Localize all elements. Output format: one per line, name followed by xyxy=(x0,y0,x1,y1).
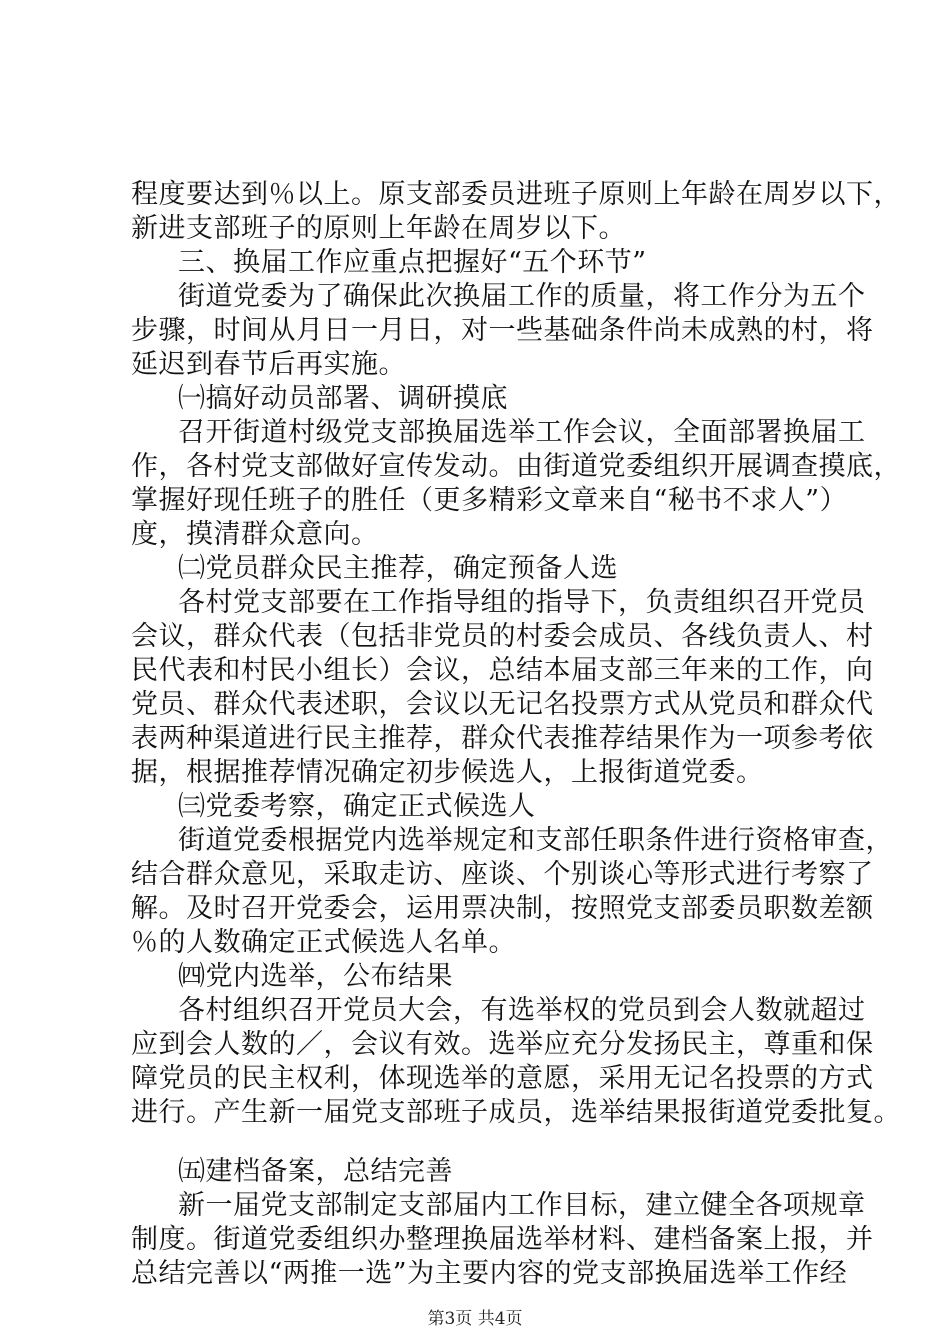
text-line: 进行。产生新一届党支部班子成员，选举结果报街道党委批复。 xyxy=(131,1097,901,1128)
text-line: 街道党委根据党内选举规定和支部任职条件进行资格审查， xyxy=(178,825,893,856)
text-line: 新一届党支部制定支部届内工作目标，建立健全各项规章 xyxy=(178,1190,866,1221)
page-footer: 第3页 共4页 xyxy=(427,1309,523,1329)
text-line: 掌握好现任班子的胜任（更多精彩文章来自“秘书不求人”） xyxy=(131,485,848,516)
section-heading: 三、换届工作应重点把握好“五个环节” xyxy=(178,247,647,278)
subsection-heading: ㈣党内选举，公布结果 xyxy=(178,961,453,992)
text-line: 表两种渠道进行民主推荐，群众代表推荐结果作为一项参考依 xyxy=(131,723,874,754)
text-line: 度，摸清群众意向。 xyxy=(131,519,379,550)
text-line: ％的人数确定正式候选人名单。 xyxy=(131,927,516,958)
subsection-heading: ㈡党员群众民主推荐，确定预备人选 xyxy=(178,553,618,584)
subsection-heading: ㈤建档备案，总结完善 xyxy=(178,1156,453,1187)
text-line: 总结完善以“两推一选”为主要内容的党支部换届选举工作经 xyxy=(131,1258,848,1289)
text-line: 作，各村党支部做好宣传发动。由街道党委组织开展调查摸底， xyxy=(131,451,901,482)
text-line: 召开街道村级党支部换届选举工作会议，全面部署换届工 xyxy=(178,417,866,448)
text-line: 据，根据推荐情况确定初步候选人，上报街道党委。 xyxy=(131,757,764,788)
text-line: 制度。街道党委组织办整理换届选举材料、建档备案上报，并 xyxy=(131,1224,874,1255)
text-line: 步骤，时间从月日一月日，对一些基础条件尚未成熟的村，将 xyxy=(131,315,874,346)
subsection-heading: ㈢党委考察，确定正式候选人 xyxy=(178,791,536,822)
text-line: 民代表和村民小组长）会议，总结本届支部三年来的工作，向 xyxy=(131,655,874,686)
subsection-heading: ㈠搞好动员部署、调研摸底 xyxy=(178,383,508,414)
text-line: 党员、群众代表述职，会议以无记名投票方式从党员和群众代 xyxy=(131,689,874,720)
text-line: 解。及时召开党委会，运用票决制，按照党支部委员职数差额 xyxy=(131,893,874,924)
text-line: 障党员的民主权利，体现选举的意愿，采用无记名投票的方式 xyxy=(131,1063,874,1094)
text-line: 结合群众意见，采取走访、座谈、个别谈心等形式进行考察了 xyxy=(131,859,874,890)
text-line: 延迟到春节后再实施。 xyxy=(131,349,406,380)
text-line: 街道党委为了确保此次换届工作的质量，将工作分为五个 xyxy=(178,281,866,312)
text-line: 新进支部班子的原则上年龄在周岁以下。 xyxy=(131,213,626,244)
text-line: 程度要达到％以上。原支部委员进班子原则上年龄在周岁以下， xyxy=(131,179,901,210)
text-line: 应到会人数的／，会议有效。选举应充分发扬民主，尊重和保 xyxy=(131,1029,874,1060)
text-line: 各村组织召开党员大会，有选举权的党员到会人数就超过 xyxy=(178,995,866,1026)
text-line: 各村党支部要在工作指导组的指导下，负责组织召开党员 xyxy=(178,587,866,618)
text-line: 会议，群众代表（包括非党员的村委会成员、各线负责人、村 xyxy=(131,621,874,652)
